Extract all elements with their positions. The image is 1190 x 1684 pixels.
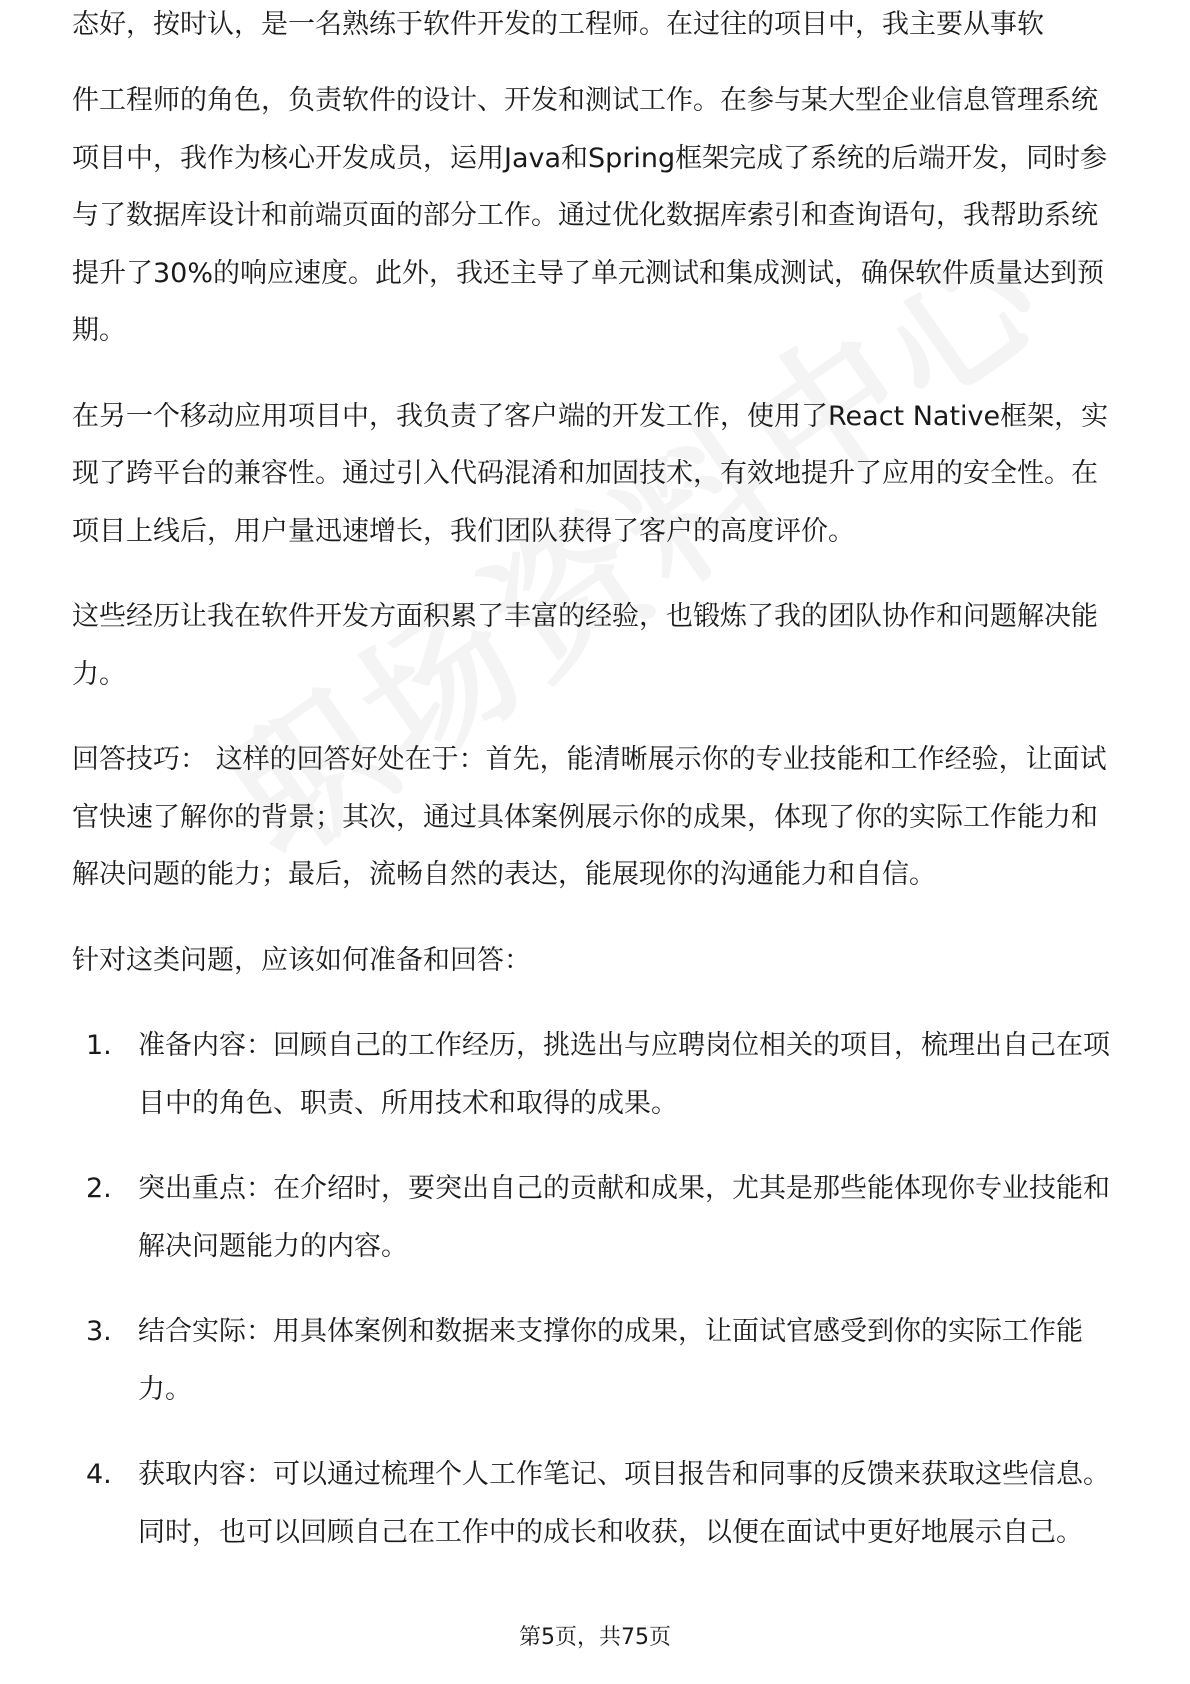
list-item	[72, 1303, 1122, 1418]
list-item-number: 2.	[86, 1173, 112, 1204]
page-number-footer: 第5页，共75页	[519, 1625, 671, 1650]
list-item-number: 4.	[86, 1459, 112, 1490]
partial-top-line	[72, 9, 1122, 72]
list-item-text: 结合实际：用具体案例和数据来支撑你的成果，让面试官感受到你的实际工作能力。	[138, 1316, 1083, 1405]
list-item-text: 突出重点：在介绍时，要突出自己的贡献和成果，尤其是那些能体现你专业技能和解决问题能力的内容。	[138, 1173, 1110, 1262]
list-item-number: 1.	[86, 1030, 112, 1061]
preparation-list	[72, 1017, 1122, 1561]
partial-top-line-text: 态好，按时认，是一名熟练于软件开发的工程师。在过往的项目中，我主要从事软	[72, 9, 1044, 40]
paragraph-mobile-project: 在另一个移动应用项目中，我负责了客户端的开发工作，使用了React Native框架，实现了跨平台的兼容性。通过引入代码混淆和加固技术，有效地提升了应用的安全性。在项目上线后，用户量迅速增长，我们团队获得了客户的高度评价。	[72, 400, 1109, 547]
paragraph-preparation-intro: 针对这类问题，应该如何准备和回答：	[72, 944, 531, 976]
paragraph-experience: 件工程师的角色，负责软件的设计、开发和测试工作。在参与某大型企业信息管理系统项目中，我作为核心开发成员，运用Java和Spring框架完成了系统的后端开发，同时参与了数据库设计和前端页面的部分工作。通过优化数据库索引和查询语句，我帮助系统提升了30%的响应速度。此外，我还主导了单元测试和集成测试，确保软件质量达到预期。	[72, 85, 1108, 346]
list-item	[72, 1160, 1122, 1275]
list-item	[72, 1017, 1122, 1132]
paragraph-summary: 这些经历让我在软件开发方面积累了丰富的经验，也锻炼了我的团队协作和问题解决能力。	[72, 601, 1098, 690]
paragraph-answer-tips: 回答技巧： 这样的回答好处在于：首先，能清晰展示你的专业技能和工作经验，让面试官快速了解你的背景；其次，通过具体案例展示你的成果，体现了你的实际工作能力和解决问题的能力；最后，流畅自然的表达，能展现你的沟通能力和自信。	[72, 744, 1107, 890]
document-body	[72, 9, 1122, 1589]
list-item	[72, 1446, 1122, 1561]
list-item-text: 准备内容：回顾自己的工作经历，挑选出与应聘岗位相关的项目，梳理出自己在项目中的角色、职责、所用技术和取得的成果。	[138, 1030, 1110, 1119]
list-item-number: 3.	[86, 1316, 112, 1347]
list-item-text: 获取内容：可以通过梳理个人工作笔记、项目报告和同事的反馈来获取这些信息。同时，也可以回顾自己在工作中的成长和收获，以便在面试中更好地展示自己。	[138, 1459, 1110, 1548]
